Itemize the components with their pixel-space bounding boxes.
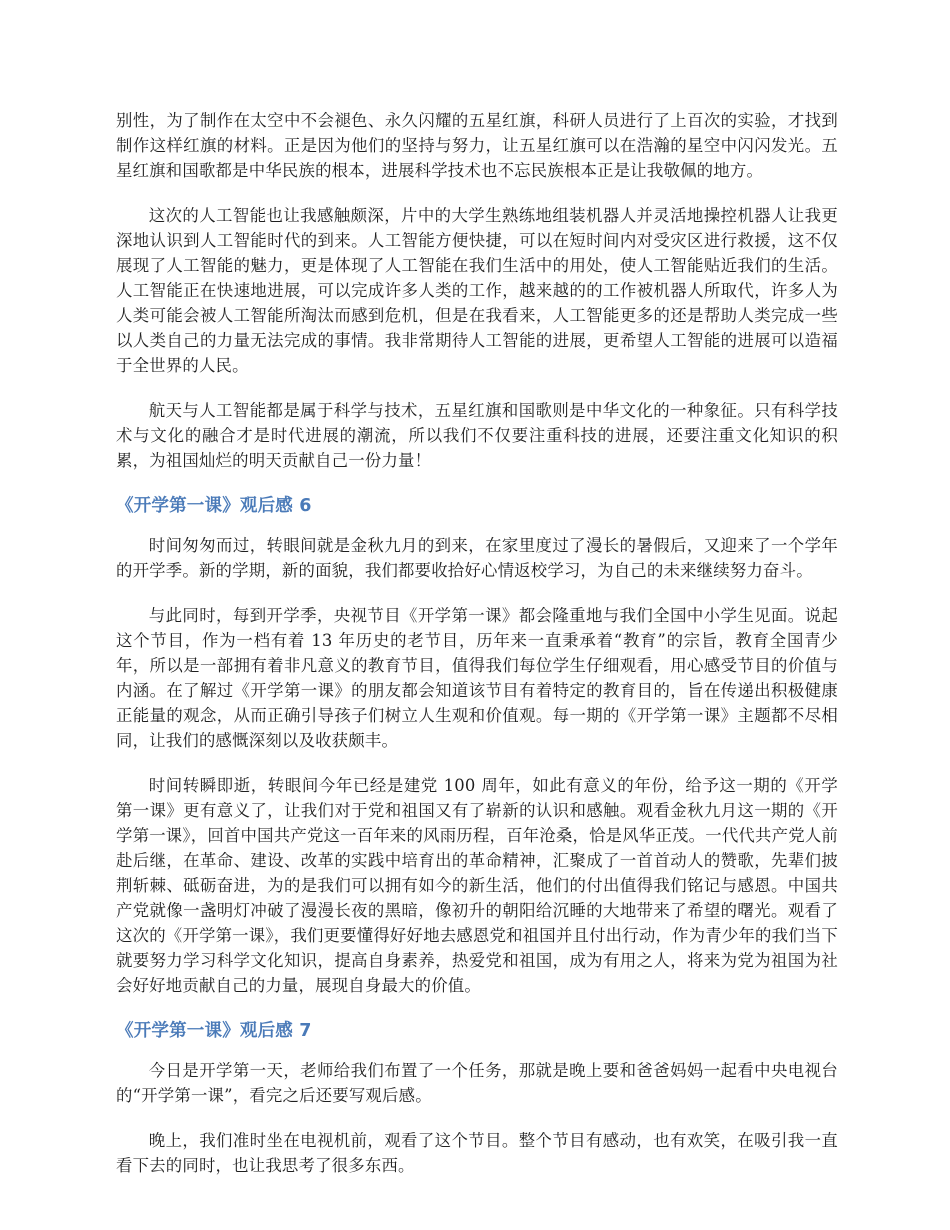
paragraph: 航天与人工智能都是属于科学与技术，五星红旗和国歌则是中华文化的一种象征。只有科学技术与文化的融合才是时代进展的潮流，所以我们不仅要注重科技的进展，还要注重文化知识的积累，为祖国灿烂的明天贡献自己一份力量！ bbox=[116, 401, 838, 470]
document-page bbox=[116, 108, 838, 1198]
paragraph: 时间转瞬即逝，转眼间今年已经是建党 100 周年，如此有意义的年份，给予这一期的《开学第一课》更有意义了，让我们对于党和祖国又有了崭新的认识和感触。观看金秋九月这一期的《开学第一课》，回首中国共产党这一百年来的风雨历程，百年沧桑，恰是风华正茂。一代代共产党人前赴后继，在革命、建设、改革的实践中培育出的革命精神，汇聚成了一首首动人的赞歌，先辈们披荆斩棘、砥砺奋进，为的是我们可以拥有如今的新生活，他们的付出值得我们铭记与感恩。中国共产党就像一盏明灯冲破了漫漫长夜的黑暗，像初升的朝阳给沉睡的大地带来了希望的曙光。观看了这次的《开学第一课》，我们更要懂得好好地去感恩党和祖国并且付出行动，作为青少年的我们当下就要努力学习科学文化知识，提高自身素养，热爱党和祖国，成为有用之人，将来为党为祖国为社会好好地贡献自己的力量，展现自身最大的价值。 bbox=[116, 776, 838, 995]
paragraph: 与此同时，每到开学季，央视节目《开学第一课》都会隆重地与我们全国中小学生见面。说起这个节目，作为一档有着 13 年历史的老节目，历年来一直秉承着“教育”的宗旨，教育全国青少年，所以是一部拥有着非凡意义的教育节目，值得我们每位学生仔细观看，用心感受节目的价值与内涵。在了解过《开学第一课》的朋友都会知道该节目有着特定的教育目的，旨在传递出积极健康正能量的观念，从而正确引导孩子们树立人生观和价值观。每一期的《开学第一课》主题都不尽相同，让我们的感慨深刻以及收获颇丰。 bbox=[116, 606, 838, 750]
paragraph: 别性，为了制作在太空中不会褪色、永久闪耀的五星红旗，科研人员进行了上百次的实验，才找到制作这样红旗的材料。正是因为他们的坚持与努力，让五星红旗可以在浩瀚的星空中闪闪发光。五星红旗和国歌都是中华民族的根本，进展科学技术也不忘民族根本正是让我敬佩的地方。 bbox=[116, 111, 838, 180]
paragraph: 这次的人工智能也让我感触颇深，片中的大学生熟练地组装机器人并灵活地操控机器人让我更深地认识到人工智能时代的到来。人工智能方便快捷，可以在短时间内对受灾区进行救援，这不仅展现了人工智能的魅力，更是体现了人工智能在我们生活中的用处，使人工智能贴近我们的生活。人工智能正在快速地进展，可以完成许多人类的工作，越来越的的工作被机器人所取代，许多人为人类可能会被人工智能所淘汰而感到危机，但是在我看来，人工智能更多的还是帮助人类完成一些以人类自己的力量无法完成的事情。我非常期待人工智能的进展，更希望人工智能的进展可以造福于全世界的人民。 bbox=[116, 206, 838, 375]
paragraph: 晚上，我们准时坐在电视机前，观看了这个节目。整个节目有感动，也有欢笑，在吸引我一直看下去的同时，也让我思考了很多东西。 bbox=[116, 1131, 838, 1175]
paragraph: 今日是开学第一天，老师给我们布置了一个任务，那就是晚上要和爸爸妈妈一起看中央电视台的“开学第一课”，看完之后还要写观后感。 bbox=[116, 1061, 838, 1105]
section-heading: 《开学第一课》观后感 7 bbox=[116, 1021, 312, 1041]
paragraph: 时间匆匆而过，转眼间就是金秋九月的到来，在家里度过了漫长的暑假后，又迎来了一个学年的开学季。新的学期，新的面貌，我们都要收拾好心情返校学习，为自己的未来继续努力奋斗。 bbox=[116, 536, 838, 580]
section-heading: 《开学第一课》观后感 6 bbox=[116, 496, 312, 516]
